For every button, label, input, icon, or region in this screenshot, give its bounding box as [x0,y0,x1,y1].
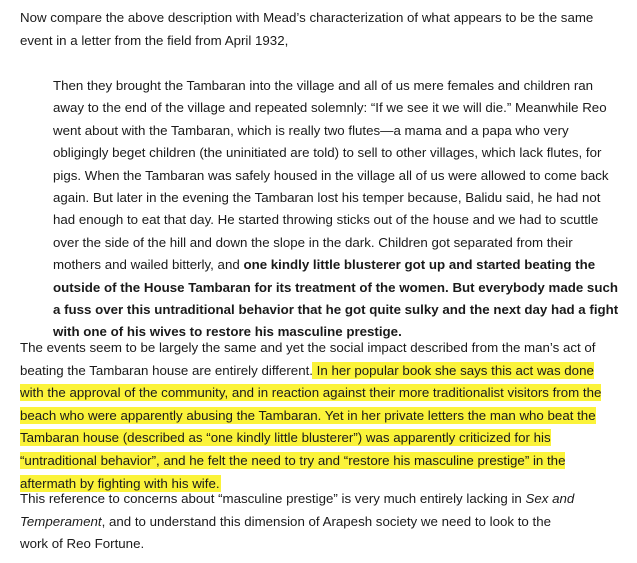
conclusion-paragraph [20,488,580,556]
comparison-text: The events seem to be largely the same and yet the social impact described from the man’s act of beating the Tambaran house are entirely different. [20,340,596,378]
book-title-sex-and-temperament: Sex and Temperament [20,491,575,529]
block-quote [53,75,619,344]
conclusion-text-end: , and to understand this dimension of Arapesh society we need to look to the work of Reo Fortune. [20,513,551,552]
intro-paragraph: Now compare the above description with Mead’s characterization of what appears to be the same event in a letter from the field from April 1932, [20,10,594,48]
quote-text: Then they brought the Tambaran into the village and all of us mere females and children ran away to the end of the village and repeated solemnly: “If we see it we will die.” Meanwhile Reo went about with the Tambaran, which is really two flutes—a mama and a papa who very obligingly beget children (the uninitiated are told) to sell to other villages, which lack flutes, for pigs. When the Tambaran was safely housed in the village all of us were allowed to come back again. But later in the evening the Tambaran lost his temper because, Balidu said, he had not had enough to eat that day. He started throwing sticks out of the house and we had to scuttle over the side of the hill and down the slope in the dark. Children got separated from their mothers and wailed bitterly, and [53,78,609,273]
comparison-paragraph [20,337,620,495]
highlighted-text: In her popular book she says this act was done with the approval of the community, and in reaction against their more traditionalist visitors from the beach who were apparently abusing the Tambaran. Yet in her private letters the man who beat the Tambaran house (described as “one kindly little blusterer”) was apparently criticized for his “untraditional behavior”, and he felt the need to try and “restore his masculine prestige” in the aftermath by fighting with his wife. [20,362,602,491]
quote-bold-text: one kindly little blusterer got up and started beating the outside of the House Tambaran for its treatment of the women. But everybody made such a fuss over this untraditional behavior that he got quite sulky and the next day had a fight with one of his wives to restore his masculine prestige. [53,257,619,340]
conclusion-text-start: This reference to concerns about “masculine prestige” is very much entirely lacking in [20,491,526,506]
